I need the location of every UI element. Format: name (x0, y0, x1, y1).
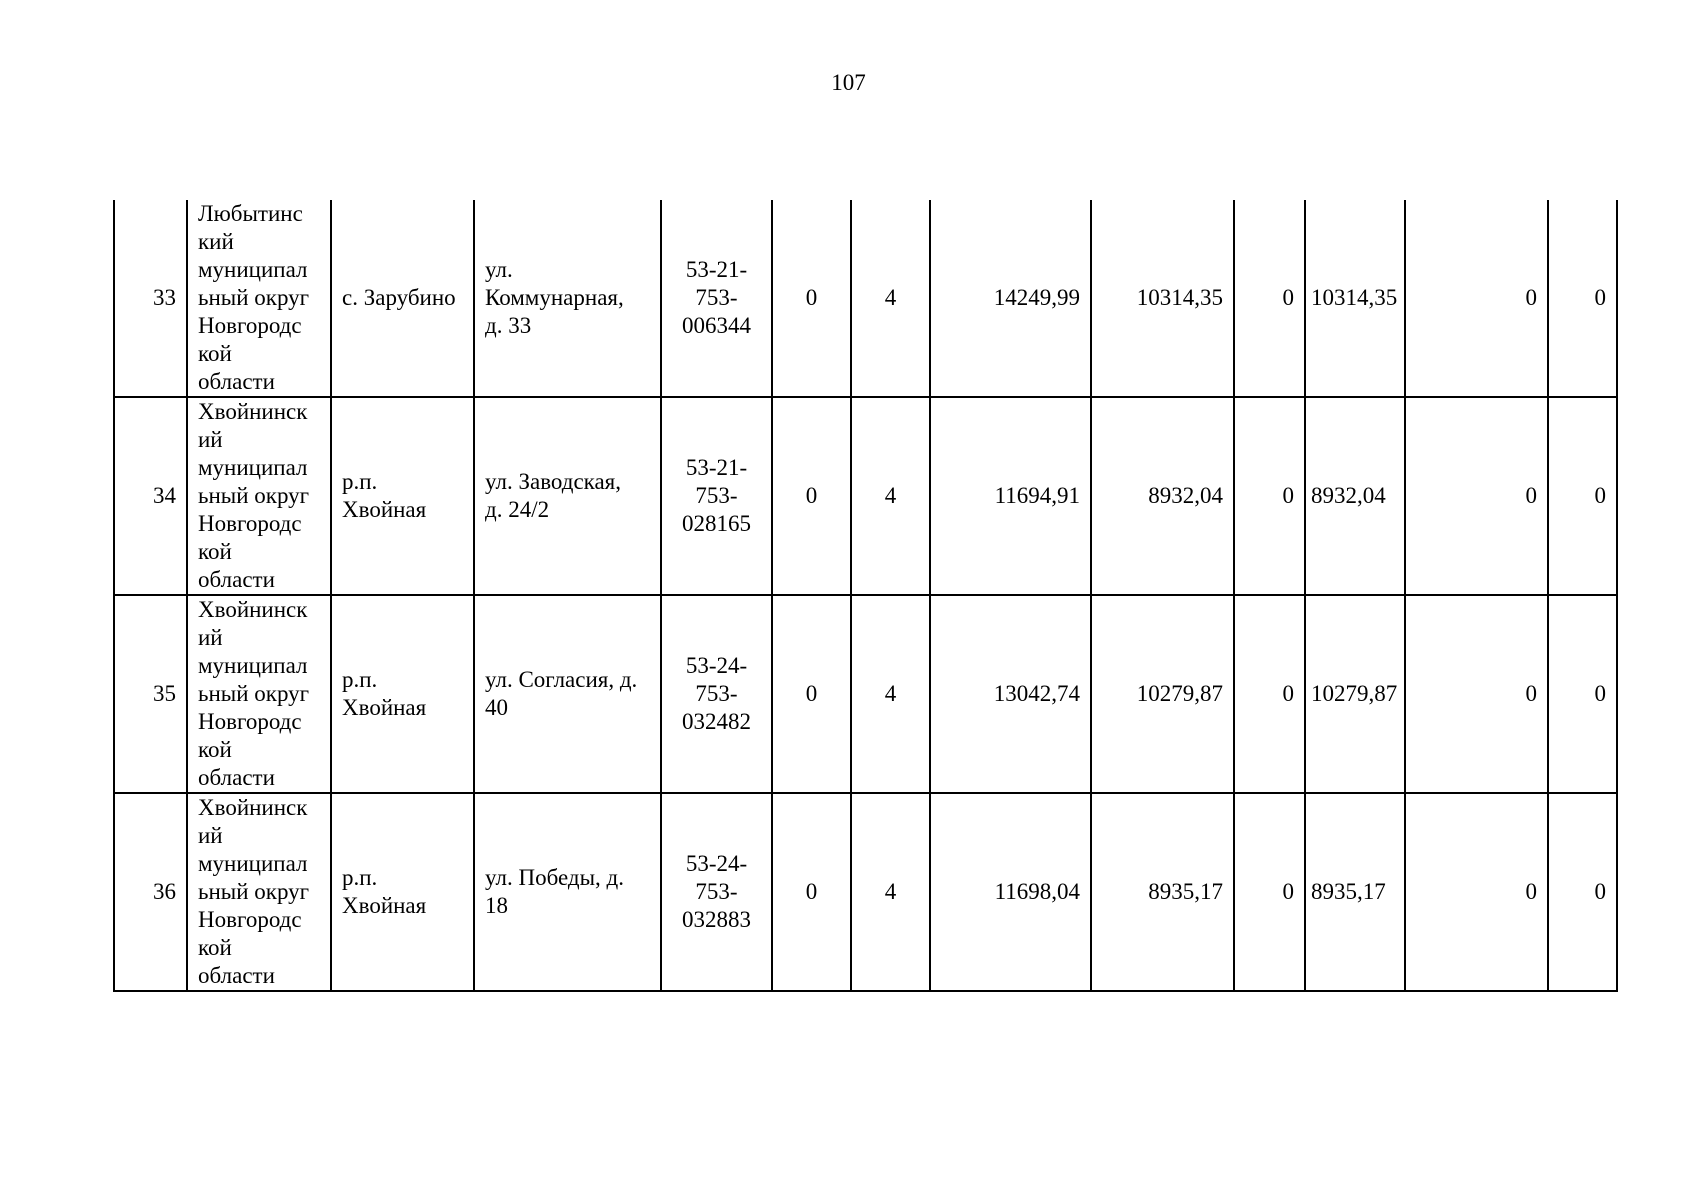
value-cell: 0 (1405, 793, 1548, 991)
value-cell: 0 (772, 200, 851, 397)
settlement-cell: р.п. Хвойная (331, 595, 474, 793)
value-cell: 0 (1548, 595, 1617, 793)
value-cell: 8932,04 (1091, 397, 1234, 595)
value-cell: 8935,17 (1091, 793, 1234, 991)
district-cell: Хвойнинск ий муниципал ьный округ Новгородс кой области (187, 793, 331, 991)
cadastral-cell: 53-21- 753- 006344 (661, 200, 772, 397)
value-cell: 0 (1234, 397, 1305, 595)
value-cell: 4 (851, 200, 930, 397)
address-cell: ул. Согласия, д. 40 (474, 595, 661, 793)
value-cell: 10314,35 (1305, 200, 1405, 397)
value-cell: 13042,74 (930, 595, 1091, 793)
value-cell: 0 (1234, 200, 1305, 397)
value-cell: 10279,87 (1091, 595, 1234, 793)
value-cell: 10314,35 (1091, 200, 1234, 397)
cadastral-cell: 53-21- 753- 028165 (661, 397, 772, 595)
page-number: 107 (831, 70, 866, 95)
row-index: 33 (114, 200, 187, 397)
settlement-cell: р.п. Хвойная (331, 397, 474, 595)
row-index: 35 (114, 595, 187, 793)
value-cell: 0 (772, 595, 851, 793)
registry-table (113, 200, 1618, 992)
value-cell: 0 (1405, 397, 1548, 595)
value-cell: 8932,04 (1305, 397, 1405, 595)
row-index: 36 (114, 793, 187, 991)
cadastral-cell: 53-24- 753- 032883 (661, 793, 772, 991)
value-cell: 4 (851, 595, 930, 793)
value-cell: 8935,17 (1305, 793, 1405, 991)
table-row (114, 200, 1617, 397)
district-cell: Хвойнинск ий муниципал ьный округ Новгородс кой области (187, 397, 331, 595)
value-cell: 0 (772, 793, 851, 991)
settlement-cell: с. Зарубино (331, 200, 474, 397)
value-cell: 10279,87 (1305, 595, 1405, 793)
settlement-cell: р.п. Хвойная (331, 793, 474, 991)
district-cell: Хвойнинск ий муниципал ьный округ Новгородс кой области (187, 595, 331, 793)
cadastral-cell: 53-24- 753- 032482 (661, 595, 772, 793)
value-cell: 0 (1234, 793, 1305, 991)
value-cell: 0 (1405, 200, 1548, 397)
value-cell: 11698,04 (930, 793, 1091, 991)
table-row (114, 793, 1617, 991)
address-cell: ул. Победы, д. 18 (474, 793, 661, 991)
value-cell: 4 (851, 397, 930, 595)
value-cell: 14249,99 (930, 200, 1091, 397)
value-cell: 11694,91 (930, 397, 1091, 595)
value-cell: 0 (1548, 793, 1617, 991)
address-cell: ул. Заводская, д. 24/2 (474, 397, 661, 595)
district-cell: Любытинс кий муниципал ьный округ Новгородс кой области (187, 200, 331, 397)
value-cell: 0 (772, 397, 851, 595)
value-cell: 0 (1548, 397, 1617, 595)
value-cell: 0 (1234, 595, 1305, 793)
row-index: 34 (114, 397, 187, 595)
table-row (114, 397, 1617, 595)
table-row (114, 595, 1617, 793)
value-cell: 4 (851, 793, 930, 991)
value-cell: 0 (1405, 595, 1548, 793)
address-cell: ул. Коммунарная, д. 33 (474, 200, 661, 397)
value-cell: 0 (1548, 200, 1617, 397)
